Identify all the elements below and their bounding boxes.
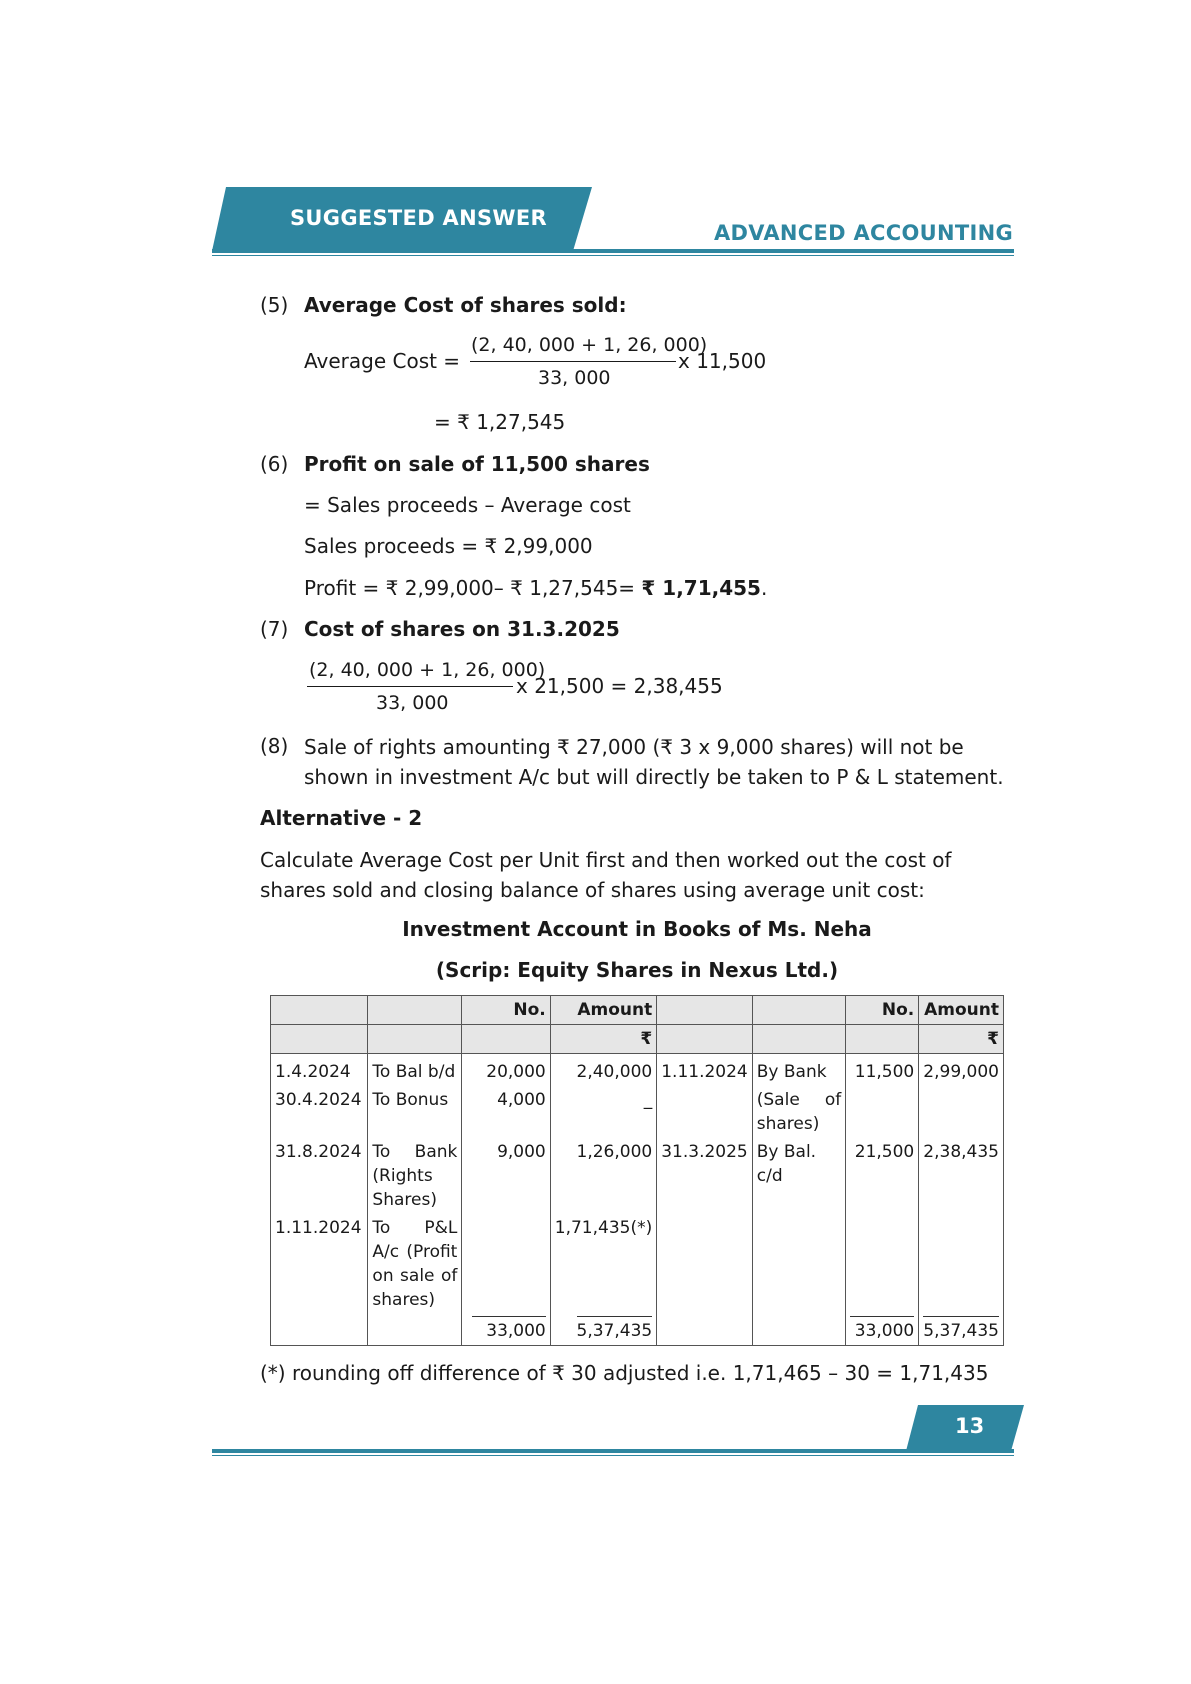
row-cr-amount — [919, 1214, 1004, 1314]
alternative-text: Calculate Average Cost per Unit first and then worked out the cost of shares sold and closing balance of shares using average unit cost: — [260, 848, 952, 902]
row-cr-amount: 2,99,000 — [919, 1054, 1004, 1087]
header-cr-no: No. — [846, 996, 919, 1025]
profit-value: ₹ 1,71,455 — [641, 576, 761, 600]
item-5-denominator: 33, 000 — [538, 367, 611, 389]
row-no — [462, 1214, 550, 1314]
row-no: 9,000 — [462, 1138, 550, 1214]
total-cr-amount: 5,37,435 — [923, 1316, 999, 1343]
row-particulars: To Bonus — [368, 1086, 462, 1138]
subject-title: ADVANCED ACCOUNTING — [713, 221, 1013, 245]
header-no: No. — [462, 996, 550, 1025]
item-7-number: (7) — [260, 617, 289, 641]
total-cr-no: 33,000 — [850, 1316, 914, 1343]
item-7-denominator: 33, 000 — [376, 692, 449, 714]
table-row — [271, 1086, 1004, 1138]
row-particulars: To P&L A/c (Profit on sale of shares) — [368, 1214, 462, 1314]
item-5-multiplier: x 11,500 — [678, 349, 767, 373]
row-date: 1.11.2024 — [271, 1214, 368, 1314]
row-amount: 1,71,435(*) — [550, 1214, 656, 1314]
item-6-number: (6) — [260, 452, 289, 476]
row-cr-date — [657, 1086, 753, 1138]
item-5-number: (5) — [260, 293, 289, 317]
item-7-title: Cost of shares on 31.3.2025 — [304, 617, 620, 641]
row-amount: 1,26,000 — [550, 1138, 656, 1214]
item-5-title: Average Cost of shares sold: — [304, 293, 627, 317]
item-7-numerator: (2, 40, 000 + 1, 26, 000) — [309, 659, 546, 681]
footer-rule — [212, 1449, 1014, 1453]
footer-rule-thin — [212, 1455, 1014, 1456]
table-row — [271, 1214, 1004, 1314]
table-totals-row — [271, 1314, 1004, 1346]
table-row — [271, 1054, 1004, 1087]
table-row — [271, 1138, 1004, 1214]
item-6-line-2: Sales proceeds = ₹ 2,99,000 — [304, 534, 593, 558]
row-cr-particulars: By Bank — [752, 1054, 846, 1087]
investment-account-table — [270, 995, 1004, 1346]
total-no: 33,000 — [472, 1316, 546, 1343]
row-cr-date: 31.3.2025 — [657, 1138, 753, 1214]
account-title: Investment Account in Books of Ms. Neha — [402, 917, 872, 941]
item-5-result: = ₹ 1,27,545 — [434, 410, 566, 434]
row-cr-particulars: By Bal. c/d — [752, 1138, 846, 1214]
item-6-line-3 — [304, 576, 767, 601]
row-cr-amount: 2,38,435 — [919, 1138, 1004, 1214]
footnote: (*) rounding off difference of ₹ 30 adjusted i.e. 1,71,465 – 30 = 1,71,435 — [260, 1361, 989, 1385]
header-rule — [212, 249, 1014, 253]
header-rule-thin — [212, 255, 1014, 256]
header-amount: Amount — [550, 996, 656, 1025]
item-5-label: Average Cost = — [304, 349, 461, 373]
item-5-fraction-bar — [470, 361, 676, 362]
item-6-line-1: = Sales proceeds – Average cost — [304, 493, 631, 517]
header-cr-amount: Amount — [919, 996, 1004, 1025]
row-date: 30.4.2024 — [271, 1086, 368, 1138]
row-cr-date: 1.11.2024 — [657, 1054, 753, 1087]
row-cr-no — [846, 1214, 919, 1314]
table-header-row — [271, 996, 1004, 1025]
item-5-numerator: (2, 40, 000 + 1, 26, 000) — [471, 334, 708, 356]
row-cr-no: 21,500 — [846, 1138, 919, 1214]
row-particulars: To Bank (Rights Shares) — [368, 1138, 462, 1214]
item-8-number: (8) — [260, 734, 289, 758]
profit-period: . — [760, 576, 768, 600]
row-date: 1.4.2024 — [271, 1054, 368, 1087]
item-6-title: Profit on sale of 11,500 shares — [304, 452, 650, 476]
total-amount: 5,37,435 — [577, 1316, 653, 1343]
row-no: 4,000 — [462, 1086, 550, 1138]
row-cr-particulars: (Sale of shares) — [752, 1086, 846, 1138]
row-amount: _ — [550, 1086, 656, 1138]
page-number: 13 — [955, 1414, 985, 1438]
row-particulars: To Bal b/d — [368, 1054, 462, 1087]
account-subtitle: (Scrip: Equity Shares in Nexus Ltd.) — [435, 958, 839, 982]
alternative-heading: Alternative - 2 — [260, 806, 423, 830]
item-7-fraction-bar — [307, 686, 513, 687]
profit-formula: Profit = ₹ 2,99,000– ₹ 1,27,545= — [304, 576, 636, 600]
row-cr-no: 11,500 — [846, 1054, 919, 1087]
item-8-text: Sale of rights amounting ₹ 27,000 (₹ 3 x 9,000 shares) will not be shown in investment A/c but will directly be taken to P & L statement. — [304, 735, 1004, 789]
currency-symbol-cr: ₹ — [919, 1025, 1004, 1054]
row-cr-particulars — [752, 1214, 846, 1314]
row-cr-date — [657, 1214, 753, 1314]
row-date: 31.8.2024 — [271, 1138, 368, 1214]
row-no: 20,000 — [462, 1054, 550, 1087]
table-currency-row — [271, 1025, 1004, 1054]
row-cr-amount — [919, 1086, 1004, 1138]
item-7-tail: x 21,500 = 2,38,455 — [516, 674, 723, 698]
row-cr-no — [846, 1086, 919, 1138]
header-tab-label: SUGGESTED ANSWER — [290, 206, 547, 230]
row-amount: 2,40,000 — [550, 1054, 656, 1087]
currency-symbol: ₹ — [550, 1025, 656, 1054]
